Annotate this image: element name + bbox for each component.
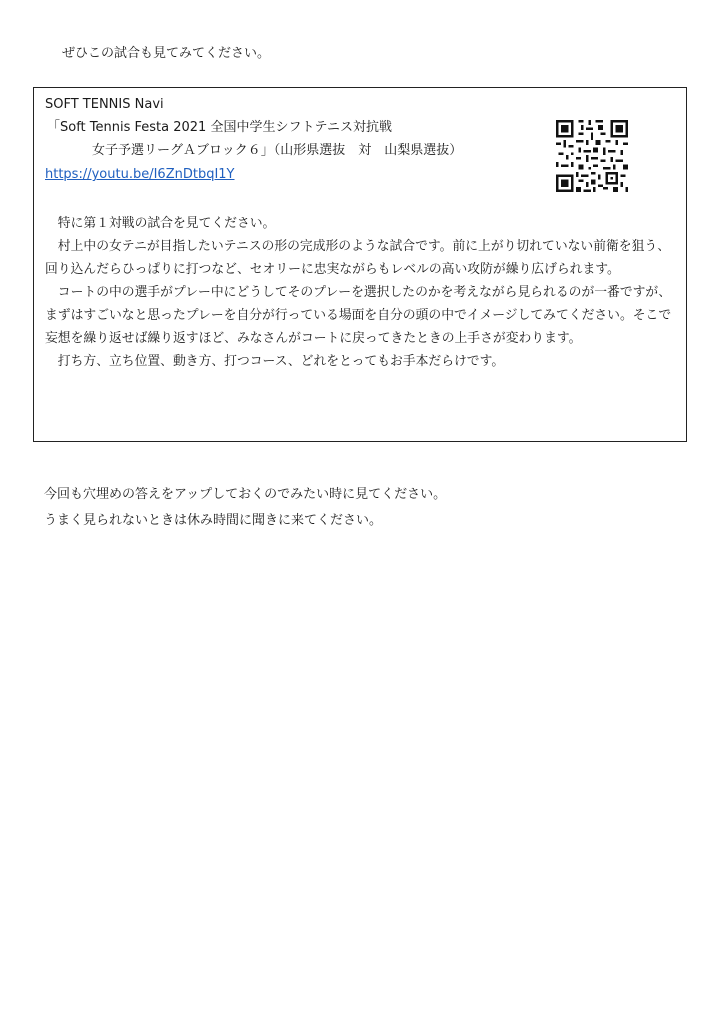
video-recommendation-box xyxy=(33,87,687,442)
body-paragraph: コートの中の選手がプレー中にどうしてそのプレーを選択したのかを考えながら見られるのが一番ですが、まずはすごいなと思ったプレーを自分が行っている場面を自分の頭の中でイメージしてみてください。そこで妄想を繰り返せば繰り返すほど、みなさんがコートに戻ってきたときの上手さが変わります。 xyxy=(45,285,672,346)
closing-line: 今回も穴埋めの答えをアップしておくのでみたい時に見てください。 xyxy=(44,487,447,502)
closing-line: うまく見られないときは休み時間に聞きに来てください。 xyxy=(44,513,383,528)
body-paragraph: 打ち方、立ち位置、動き方、打つコース、どれをとってもお手本だらけです。 xyxy=(57,354,505,369)
recommendation-body xyxy=(45,212,677,373)
source-name: SOFT TENNIS Navi xyxy=(45,97,164,112)
video-title-line2: 女子予選リーグＡブロック６」（山形県選抜 対 山梨県選抜） xyxy=(92,143,463,158)
body-paragraph: 村上中の女テニが目指したいテニスの形の完成形のような試合です。前に上がり切れていない前衛を狙う、回り込んだらひっぱりに打つなど、セオリーに忠実ながらもレベルの高い攻防が繰り広げられます。 xyxy=(45,239,670,277)
closing-notes xyxy=(44,482,446,534)
video-title-line1: 「Soft Tennis Festa 2021 全国中学生シフトテニス対抗戦 xyxy=(47,120,392,135)
body-paragraph: 特に第１対戦の試合を見てください。 xyxy=(57,216,276,231)
qr-code-icon[interactable] xyxy=(556,120,628,192)
youtube-link[interactable]: https://youtu.be/I6ZnDtbqI1Y xyxy=(45,167,235,182)
intro-text: ぜひこの試合も見てみてください。 xyxy=(62,46,271,61)
